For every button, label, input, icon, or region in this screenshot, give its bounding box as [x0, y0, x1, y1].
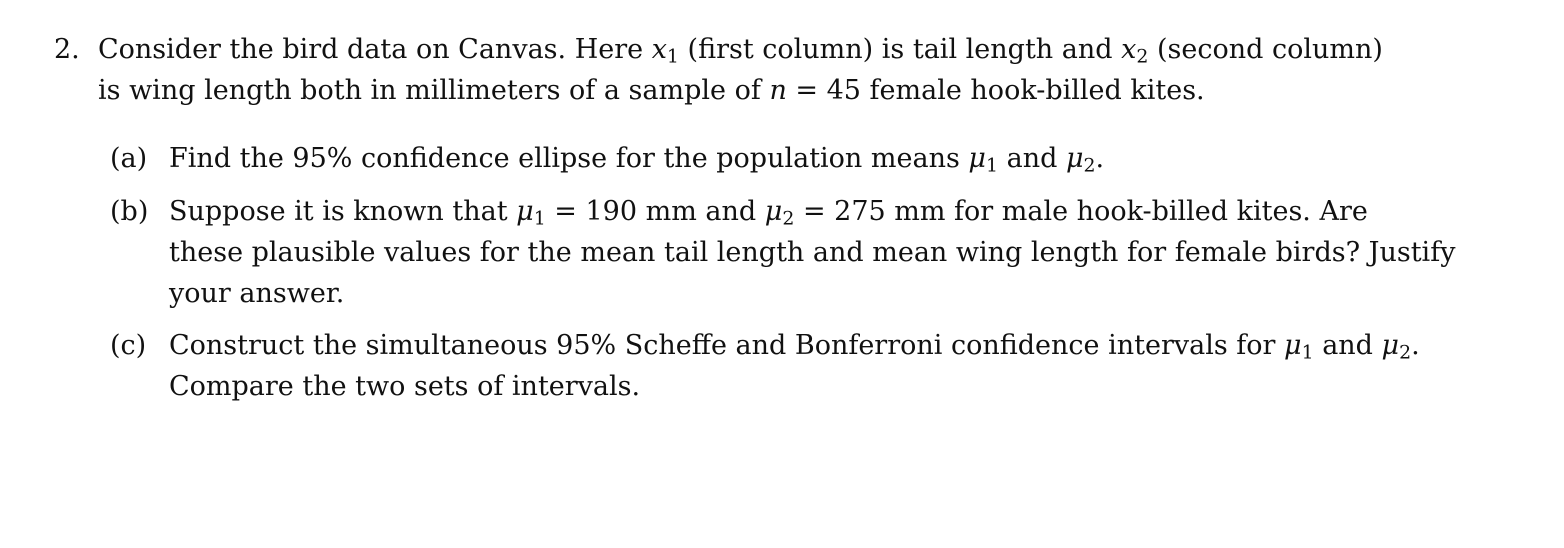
math-variable: μ: [516, 196, 534, 227]
math-variable: μ: [1065, 143, 1084, 174]
math-subscript: 2: [1399, 341, 1412, 364]
part-b-text-line-2: these plausible values for the mean tail length and mean wing length for female birds? Justify: [169, 237, 1456, 268]
math-subscript: 2: [782, 207, 795, 230]
part-text: .: [1095, 143, 1105, 174]
stem-text: = 45 female hook-billed kites.: [786, 75, 1205, 106]
problem-stem-line-1: [98, 33, 1383, 67]
part-b-text-line-3: your answer.: [169, 278, 345, 309]
math-subscript: 1: [985, 154, 999, 177]
math-variable: n: [769, 75, 787, 106]
part-text: and: [1313, 330, 1382, 361]
math-variable: μ: [1381, 330, 1400, 361]
stem-text: is wing length both in millimeters of a sample of: [98, 75, 770, 106]
math-subscript: 1: [533, 207, 546, 230]
math-subscript: 1: [1301, 341, 1314, 364]
part-text: Suppose it is known that: [169, 196, 517, 227]
math-variable: x: [1121, 34, 1137, 65]
math-variable: μ: [764, 196, 783, 227]
part-text: and: [998, 143, 1066, 174]
math-subscript: 1: [666, 45, 679, 68]
part-text: Find the 95% confidence ellipse for the population means: [169, 143, 969, 174]
stem-text: (first column) is tail length and: [678, 34, 1122, 65]
part-a-text: [169, 142, 1104, 176]
part-text: = 190 mm and: [545, 196, 765, 227]
problem-stem-line-2: [98, 74, 1205, 108]
math-variable: μ: [968, 143, 986, 174]
part-c-text-line-1: [169, 329, 1420, 363]
part-c-label: (c): [110, 330, 147, 361]
part-b-text-line-1: [169, 195, 1368, 229]
stem-text: Consider the bird data on Canvas. Here: [98, 34, 652, 65]
part-c-text-line-2: Compare the two sets of intervals.: [169, 371, 641, 402]
part-text: Construct the simultaneous 95% Scheffe and Bonferroni confidence intervals for: [169, 330, 1285, 361]
part-text: .: [1411, 330, 1420, 361]
math-variable: x: [651, 34, 667, 65]
stem-text: (second column): [1148, 34, 1383, 65]
part-text: = 275 mm for male hook-billed kites. Are: [794, 196, 1368, 227]
math-subscript: 2: [1083, 154, 1096, 177]
math-variable: μ: [1284, 330, 1302, 361]
part-a-label: (a): [110, 143, 148, 174]
part-b-label: (b): [110, 196, 149, 227]
math-subscript: 2: [1136, 45, 1149, 68]
problem-number: 2.: [54, 34, 80, 65]
